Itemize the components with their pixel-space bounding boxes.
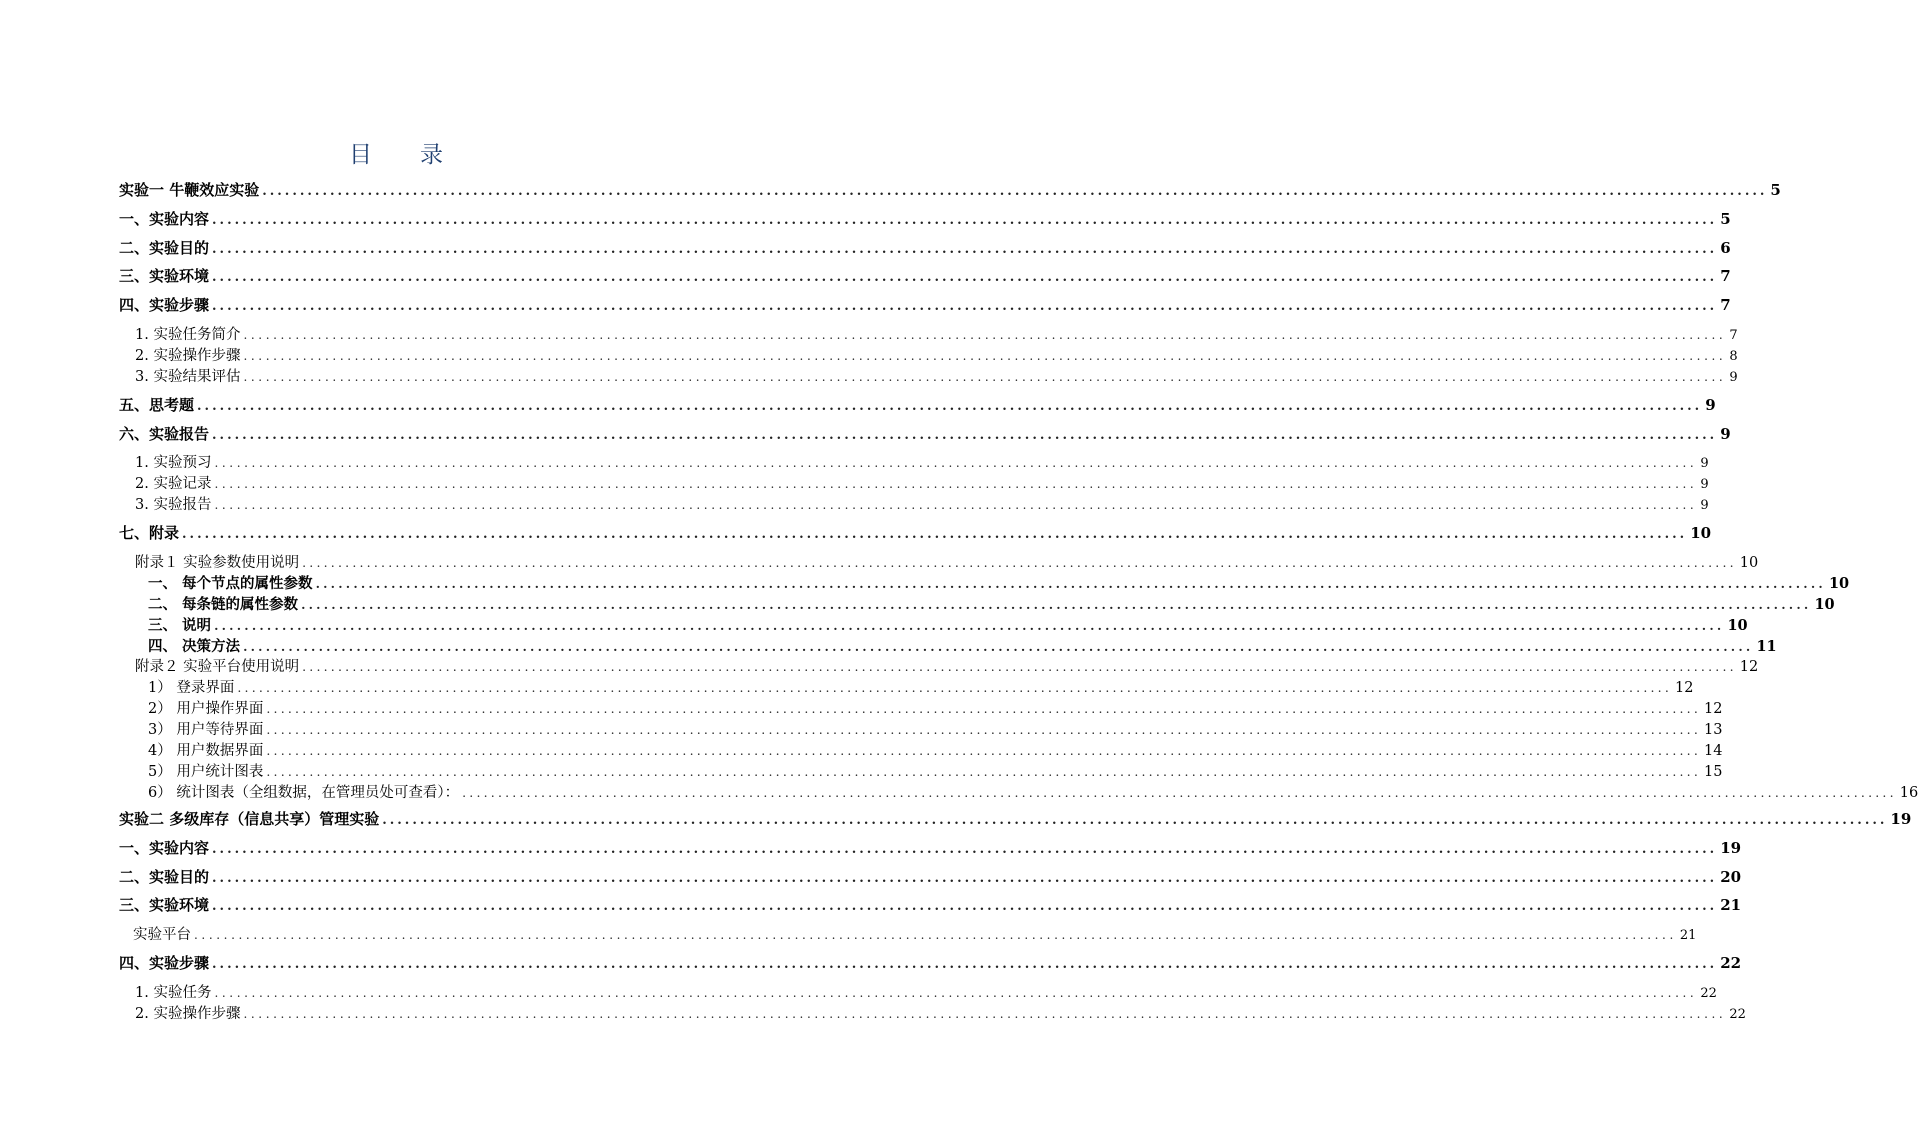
toc-entry-label: 1） 登录界面 — [148, 680, 235, 696]
toc-leader-dots: ........................................................................................................................................................................................................ — [266, 743, 1702, 758]
toc-entry-label: 五、思考题 — [119, 396, 195, 414]
toc-entry[interactable] — [119, 522, 1712, 542]
toc-entry[interactable] — [119, 294, 1731, 314]
toc-entry-label: 二、实验目的 — [119, 868, 210, 886]
toc-leader-dots: ........................................................................................................................................................................................................ — [214, 477, 1698, 491]
toc-entry-page: 10 — [1828, 575, 1850, 592]
toc-entry-label: 一、实验内容 — [119, 210, 210, 228]
toc-entry-label: 1. 实验任务简介 — [135, 327, 241, 343]
toc-entry[interactable] — [135, 472, 1709, 492]
page-title — [0, 136, 794, 169]
toc-leader-dots: ........................................................................................................................................................................................................ — [266, 764, 1702, 779]
toc-entry-label: 一、实验内容 — [119, 839, 210, 857]
toc-entry[interactable] — [119, 265, 1731, 285]
toc-leader-dots: ........................................................................................................................................................................................................ — [212, 899, 1718, 914]
toc-entry[interactable] — [119, 837, 1742, 857]
toc-entry[interactable] — [135, 365, 1738, 385]
toc-entry-label: 实验二 多级库存（信息共享）管理实验 — [119, 810, 380, 828]
toc-entry-label: 实验一 牛鞭效应实验 — [119, 181, 260, 199]
toc-entry-page: 22 — [1700, 986, 1717, 1001]
toc-entry-page: 19 — [1890, 810, 1912, 828]
toc-entry-page: 10 — [1739, 555, 1759, 571]
toc-leader-dots: ........................................................................................................................................................................................................ — [262, 184, 1768, 199]
toc-leader-dots: ........................................................................................................................................................................................................ — [212, 871, 1718, 886]
toc-entry-label: 七、附录 — [119, 524, 180, 542]
toc-entry-label: 2） 用户操作界面 — [148, 701, 264, 717]
toc-entry[interactable] — [148, 718, 1723, 738]
toc-leader-dots: ........................................................................................................................................................................................................ — [197, 399, 1703, 414]
toc-entry-label: 三、 说明 — [148, 617, 212, 634]
title-char-2: 录 — [420, 142, 445, 168]
toc-entry-label: 四、实验步骤 — [119, 296, 210, 314]
toc-leader-dots: ........................................................................................................................................................................................................ — [266, 722, 1702, 737]
toc-entry[interactable] — [133, 923, 1697, 943]
toc-entry[interactable] — [148, 697, 1723, 717]
toc-leader-dots: ........................................................................................................................................................................................................ — [212, 299, 1718, 314]
toc-leader-dots: ........................................................................................................................................................................................................ — [243, 370, 1727, 384]
toc-entry-page: 8 — [1729, 349, 1738, 364]
toc-leader-dots: ........................................................................................................................................................................................................ — [212, 242, 1718, 257]
toc-leader-dots: ........................................................................................................................................................................................................ — [212, 213, 1718, 228]
toc-entry[interactable] — [148, 593, 1835, 613]
toc-entry-label: 2. 实验记录 — [135, 476, 212, 492]
toc-entry-label: 3） 用户等待界面 — [148, 722, 264, 738]
toc-entry[interactable] — [148, 781, 1918, 801]
toc-entry-label: 4） 用户数据界面 — [148, 743, 264, 759]
toc-leader-dots: ........................................................................................................................................................................................................ — [266, 701, 1702, 716]
toc-leader-dots: ........................................................................................................................................................................................................ — [214, 498, 1698, 512]
toc-entry[interactable] — [135, 1002, 1746, 1022]
toc-entry-label: 四、 决策方法 — [148, 638, 241, 655]
toc-entry-label: 1. 实验预习 — [135, 455, 212, 471]
toc-entry-page: 5 — [1770, 181, 1781, 199]
toc-entry[interactable] — [148, 572, 1850, 592]
toc-entry-page: 10 — [1727, 617, 1748, 634]
toc-entry-label: 3. 实验结果评估 — [135, 369, 241, 385]
toc-leader-dots: ........................................................................................................................................................................................................ — [212, 957, 1718, 972]
toc-entry[interactable] — [135, 493, 1709, 513]
toc-entry[interactable] — [119, 237, 1731, 257]
toc-entry-page: 9 — [1720, 425, 1731, 443]
toc-leader-dots: ........................................................................................................................................................................................................ — [243, 328, 1727, 342]
toc-leader-dots: ........................................................................................................................................................................................................ — [212, 270, 1718, 285]
toc-entry-page: 21 — [1720, 896, 1742, 914]
toc-entry-label: 三、实验环境 — [119, 267, 210, 285]
toc-entry-page: 22 — [1720, 954, 1742, 972]
toc-entry[interactable] — [119, 866, 1742, 886]
toc-entry-page: 6 — [1720, 239, 1731, 257]
toc-entry-page: 10 — [1690, 524, 1712, 542]
toc-entry-label: 3. 实验报告 — [135, 497, 212, 513]
toc-entry[interactable] — [135, 551, 1759, 571]
toc-leader-dots: ........................................................................................................................................................................................................ — [301, 597, 1812, 612]
toc-leader-dots: ........................................................................................................................................................................................................ — [194, 928, 1677, 942]
toc-entry-label: 四、实验步骤 — [119, 954, 210, 972]
toc-entry[interactable] — [119, 394, 1716, 414]
toc-leader-dots: ........................................................................................................................................................................................................ — [212, 428, 1718, 443]
toc-entry-page: 20 — [1720, 868, 1742, 886]
toc-leader-dots: ........................................................................................................................................................................................................ — [243, 639, 1754, 654]
toc-entry[interactable] — [135, 451, 1709, 471]
toc-entry-page: 9 — [1700, 477, 1709, 492]
toc-entry[interactable] — [135, 323, 1738, 343]
toc-entry-page: 9 — [1729, 370, 1738, 385]
toc-leader-dots: ........................................................................................................................................................................................................ — [462, 785, 1897, 800]
toc-entry-page: 21 — [1679, 928, 1697, 943]
toc-entry-page: 12 — [1675, 680, 1694, 696]
toc-entry-page: 12 — [1704, 701, 1723, 717]
toc-entry-label: 6） 统计图表（全组数据，在管理员处可查看）： — [148, 785, 460, 801]
toc-entry[interactable] — [119, 423, 1731, 443]
title-char-1: 目 — [349, 142, 374, 168]
toc-entry-page: 16 — [1899, 785, 1918, 801]
toc-leader-dots: ........................................................................................................................................................................................................ — [243, 349, 1727, 363]
toc-entry-page: 12 — [1739, 659, 1759, 675]
toc-entry[interactable] — [135, 655, 1759, 675]
toc-leader-dots: ........................................................................................................................................................................................................ — [315, 576, 1826, 591]
toc-entry-page: 9 — [1700, 498, 1709, 513]
toc-entry-page: 5 — [1720, 210, 1731, 228]
toc-entry-page: 9 — [1705, 396, 1716, 414]
toc-entry[interactable] — [119, 179, 1781, 199]
toc-entry-page: 10 — [1814, 596, 1835, 613]
toc-entry[interactable] — [135, 344, 1738, 364]
toc-entry[interactable] — [119, 894, 1742, 914]
toc-entry-page: 13 — [1704, 722, 1723, 738]
toc-entry-label: 附录２ 实验平台使用说明 — [135, 659, 300, 675]
toc-entry-page: 19 — [1720, 839, 1742, 857]
toc-entry-label: 六、实验报告 — [119, 425, 210, 443]
toc-entry-label: 2. 实验操作步骤 — [135, 348, 241, 364]
toc-leader-dots: ........................................................................................................................................................................................................ — [214, 986, 1698, 1000]
toc-leader-dots: ........................................................................................................................................................................................................ — [214, 618, 1725, 633]
toc-entry[interactable] — [119, 952, 1742, 972]
toc-entry-page: 22 — [1729, 1007, 1746, 1022]
toc-entry[interactable] — [135, 981, 1717, 1001]
toc-entry[interactable] — [148, 739, 1723, 759]
toc-entry-page: 9 — [1700, 456, 1709, 471]
toc-entry-page: 11 — [1756, 638, 1777, 655]
toc-leader-dots: ........................................................................................................................................................................................................ — [237, 680, 1673, 695]
toc-entry-page: 7 — [1729, 328, 1738, 343]
toc-leader-dots: ........................................................................................................................................................................................................ — [212, 842, 1718, 857]
toc-entry-label: 1. 实验任务 — [135, 985, 212, 1001]
toc-entry[interactable] — [148, 635, 1777, 655]
toc-entry-label: 一、 每个节点的属性参数 — [148, 575, 313, 592]
toc-entry[interactable] — [148, 760, 1723, 780]
toc-entry-page: 7 — [1720, 267, 1731, 285]
toc-leader-dots: ........................................................................................................................................................................................................ — [243, 1007, 1727, 1021]
toc-entry[interactable] — [148, 614, 1748, 634]
toc-entry-label: 附录１ 实验参数使用说明 — [135, 555, 300, 571]
toc-entry-page: 15 — [1704, 764, 1723, 780]
toc-entry[interactable] — [119, 808, 1912, 828]
toc-entry[interactable] — [148, 676, 1694, 696]
toc-leader-dots: ........................................................................................................................................................................................................ — [302, 555, 1737, 570]
toc-entry-label: 二、实验目的 — [119, 239, 210, 257]
toc-entry-label: 实验平台 — [133, 927, 191, 943]
toc-leader-dots: ........................................................................................................................................................................................................ — [302, 659, 1737, 674]
toc-entry-label: 2. 实验操作步骤 — [135, 1006, 241, 1022]
toc-leader-dots: ........................................................................................................................................................................................................ — [382, 813, 1888, 828]
toc-entry-page: 7 — [1720, 296, 1731, 314]
toc-leader-dots: ........................................................................................................................................................................................................ — [214, 456, 1698, 470]
toc-entry-page: 14 — [1704, 743, 1723, 759]
toc-entry-label: 二、 每条链的属性参数 — [148, 596, 299, 613]
toc-entry-label: 三、实验环境 — [119, 896, 210, 914]
toc-entry[interactable] — [119, 208, 1731, 228]
toc-entry-label: 5） 用户统计图表 — [148, 764, 264, 780]
toc-leader-dots: ........................................................................................................................................................................................................ — [182, 527, 1688, 542]
